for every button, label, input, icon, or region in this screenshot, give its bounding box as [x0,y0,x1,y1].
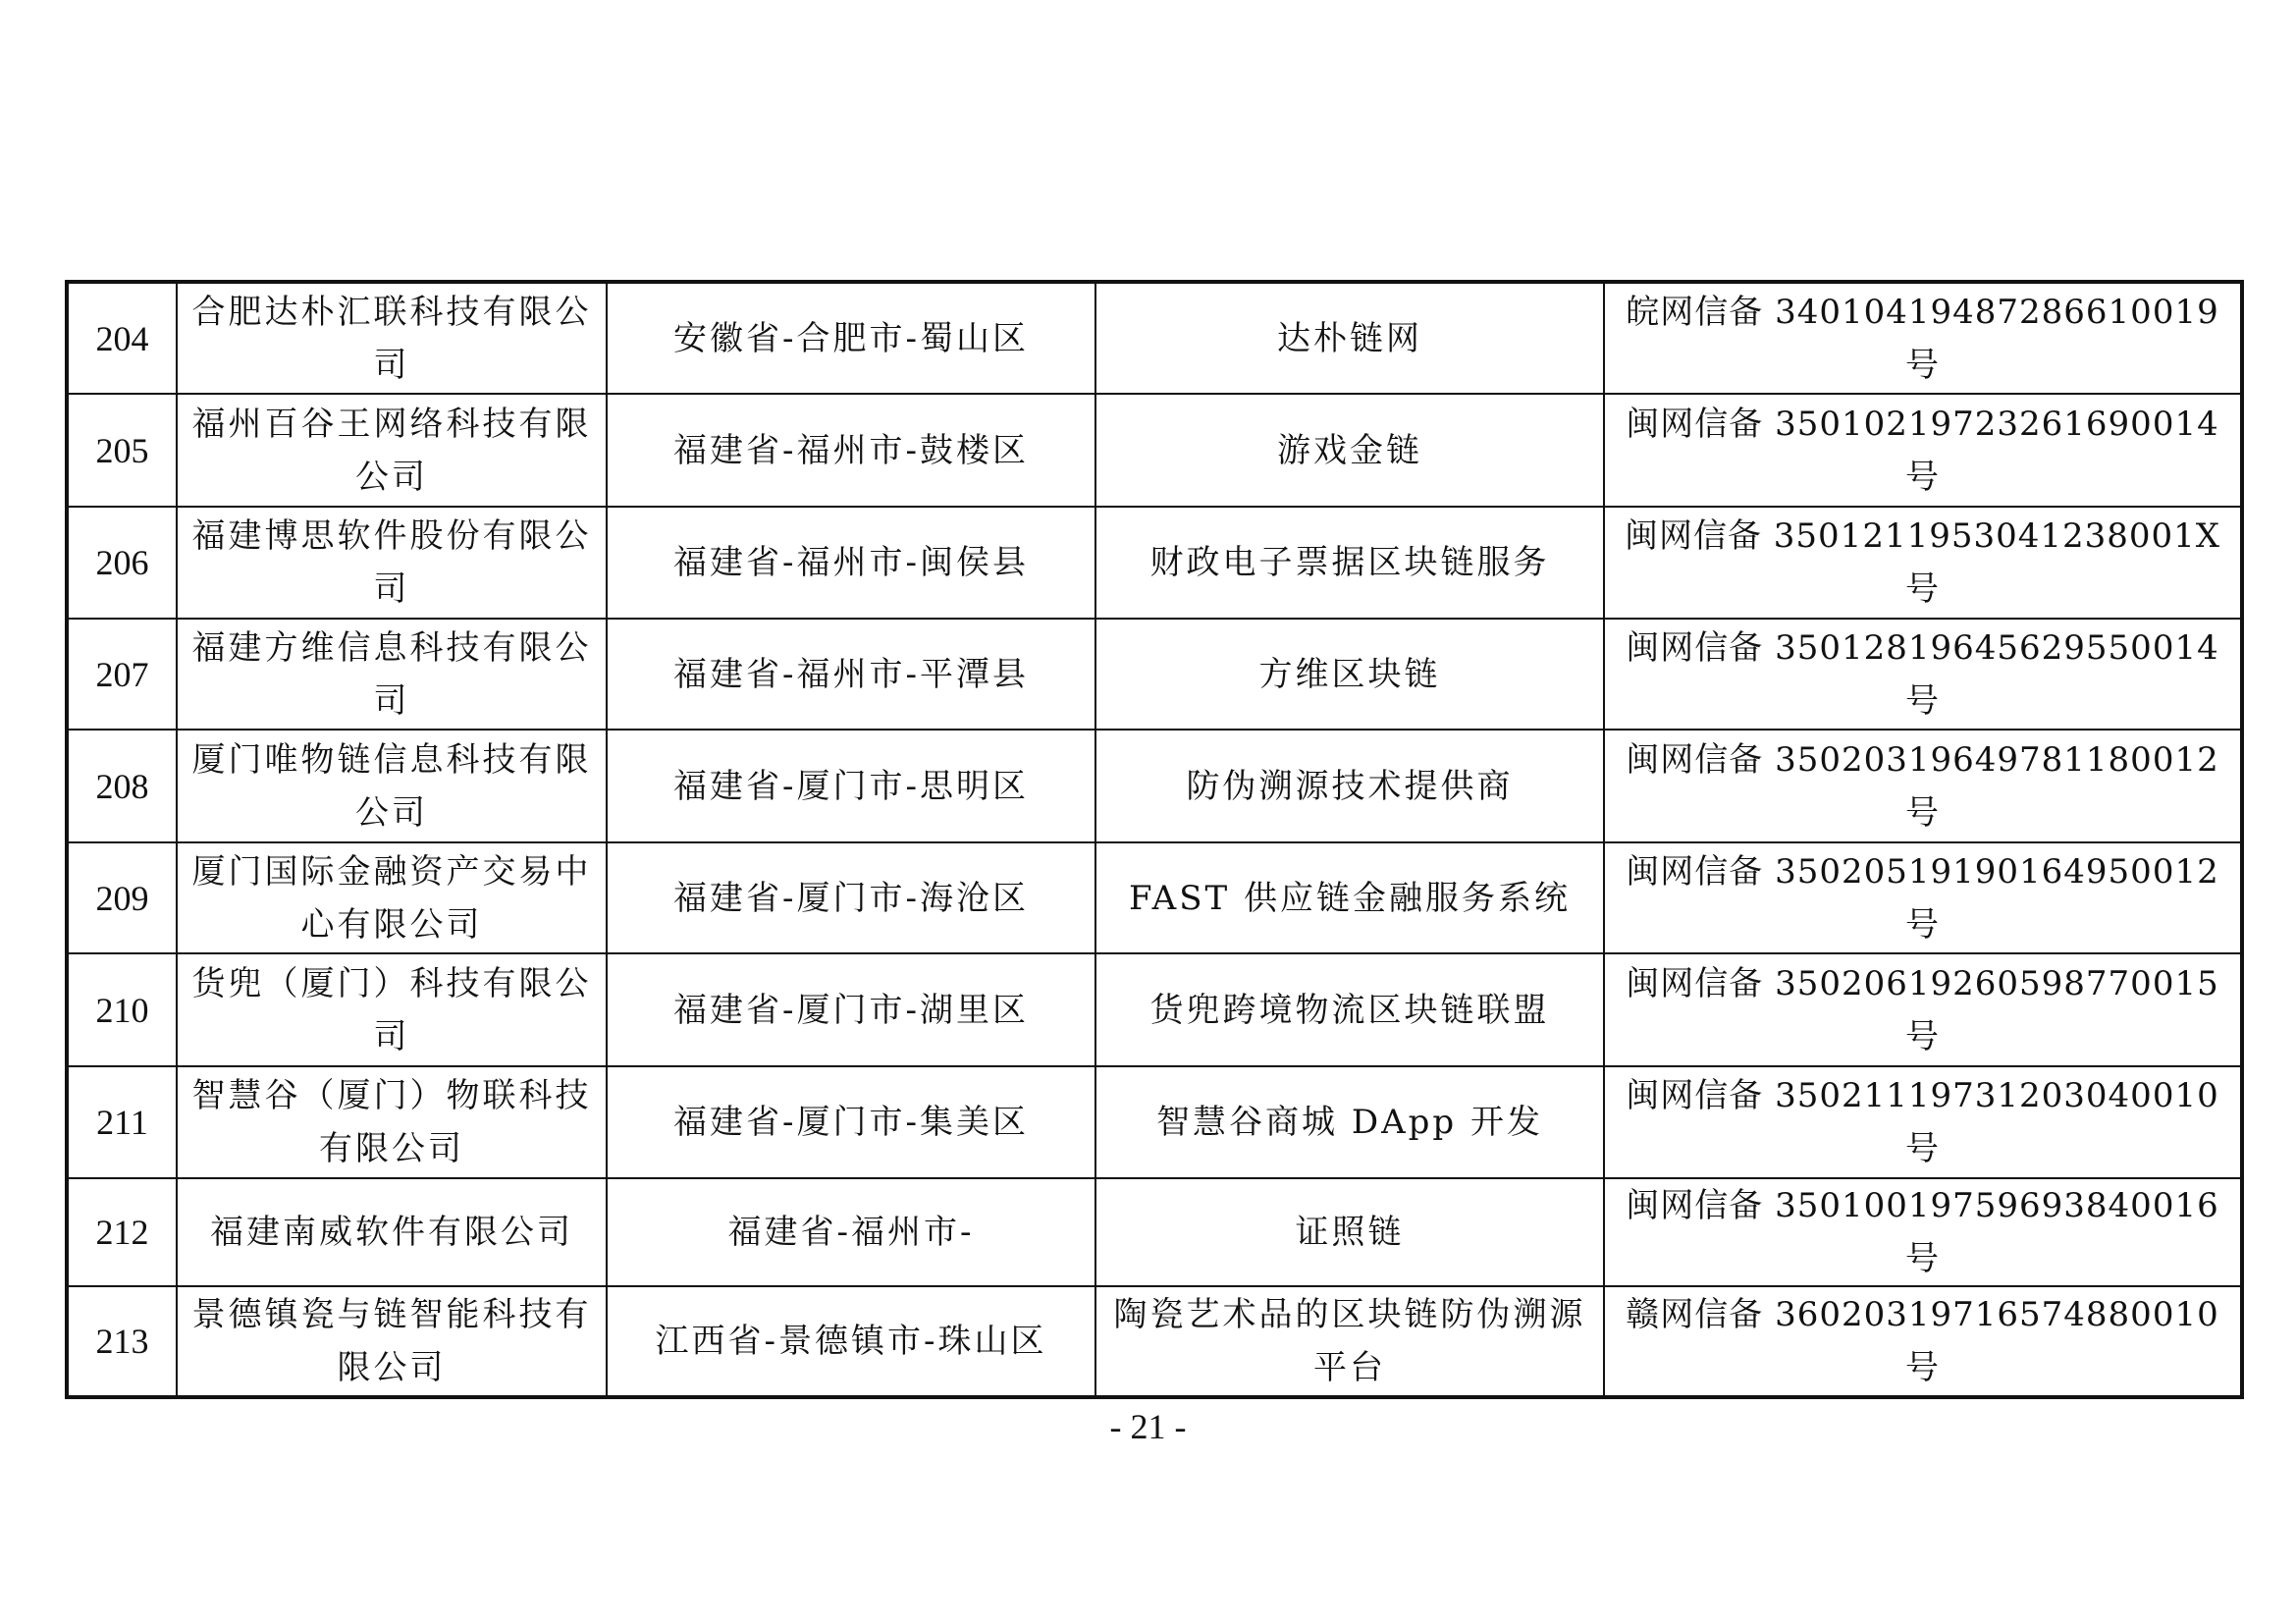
table-row [67,730,2242,842]
registration-number: 闽网信备 35010219723261690014 号 [1604,394,2242,507]
row-number: 211 [67,1066,177,1178]
service-name: 货兜跨境物流区块链联盟 [1095,953,1604,1066]
company-name: 智慧谷（厦门）物联科技有限公司 [177,1066,607,1178]
location: 福建省-厦门市-海沧区 [607,842,1095,953]
table-row [67,282,2242,394]
location: 安徽省-合肥市-蜀山区 [607,282,1095,394]
row-number: 213 [67,1286,177,1397]
registration-number: 闽网信备 35020619260598770015 号 [1604,953,2242,1066]
table-row [67,1066,2242,1178]
row-number: 208 [67,730,177,842]
service-name: 智慧谷商城 DApp 开发 [1095,1066,1604,1178]
registration-number: 闽网信备 35021119731203040010 号 [1604,1066,2242,1178]
service-name: 达朴链网 [1095,282,1604,394]
table-row [67,953,2242,1066]
service-name: 陶瓷艺术品的区块链防伪溯源平台 [1095,1286,1604,1397]
registration-number: 皖网信备 34010419487286610019 号 [1604,282,2242,394]
registration-number: 赣网信备 36020319716574880010 号 [1604,1286,2242,1397]
company-name: 福建博思软件股份有限公司 [177,507,607,619]
table-row [67,619,2242,730]
service-name: 防伪溯源技术提供商 [1095,730,1604,842]
location: 福建省-福州市-平潭县 [607,619,1095,730]
registration-number: 闽网信备 35020519190164950012 号 [1604,842,2242,953]
row-number: 204 [67,282,177,394]
company-name: 合肥达朴汇联科技有限公司 [177,282,607,394]
table-row [67,842,2242,953]
service-name: 方维区块链 [1095,619,1604,730]
row-number: 205 [67,394,177,507]
registration-table [65,280,2244,1399]
row-number: 209 [67,842,177,953]
company-name: 景德镇瓷与链智能科技有限公司 [177,1286,607,1397]
company-name: 福州百谷王网络科技有限公司 [177,394,607,507]
table-row [67,1286,2242,1397]
service-name: 证照链 [1095,1178,1604,1286]
location: 福建省-福州市- [607,1178,1095,1286]
row-number: 210 [67,953,177,1066]
company-name: 厦门国际金融资产交易中心有限公司 [177,842,607,953]
row-number: 207 [67,619,177,730]
service-name: 财政电子票据区块链服务 [1095,507,1604,619]
table-row [67,1178,2242,1286]
registration-number: 闽网信备 35012819645629550014 号 [1604,619,2242,730]
location: 福建省-福州市-闽侯县 [607,507,1095,619]
company-name: 货兜（厦门）科技有限公司 [177,953,607,1066]
service-name: 游戏金链 [1095,394,1604,507]
registration-number: 闽网信备 35020319649781180012 号 [1604,730,2242,842]
company-name: 福建方维信息科技有限公司 [177,619,607,730]
row-number: 206 [67,507,177,619]
table-row [67,394,2242,507]
location: 福建省-厦门市-湖里区 [607,953,1095,1066]
service-name: FAST 供应链金融服务系统 [1095,842,1604,953]
registration-number: 闽网信备 3501211953041238001X 号 [1604,507,2242,619]
company-name: 厦门唯物链信息科技有限公司 [177,730,607,842]
row-number: 212 [67,1178,177,1286]
company-name: 福建南威软件有限公司 [177,1178,607,1286]
location: 江西省-景德镇市-珠山区 [607,1286,1095,1397]
location: 福建省-厦门市-集美区 [607,1066,1095,1178]
page-number: - 21 - [1109,1407,1187,1446]
location: 福建省-厦门市-思明区 [607,730,1095,842]
table-row [67,507,2242,619]
registration-number: 闽网信备 35010019759693840016 号 [1604,1178,2242,1286]
location: 福建省-福州市-鼓楼区 [607,394,1095,507]
